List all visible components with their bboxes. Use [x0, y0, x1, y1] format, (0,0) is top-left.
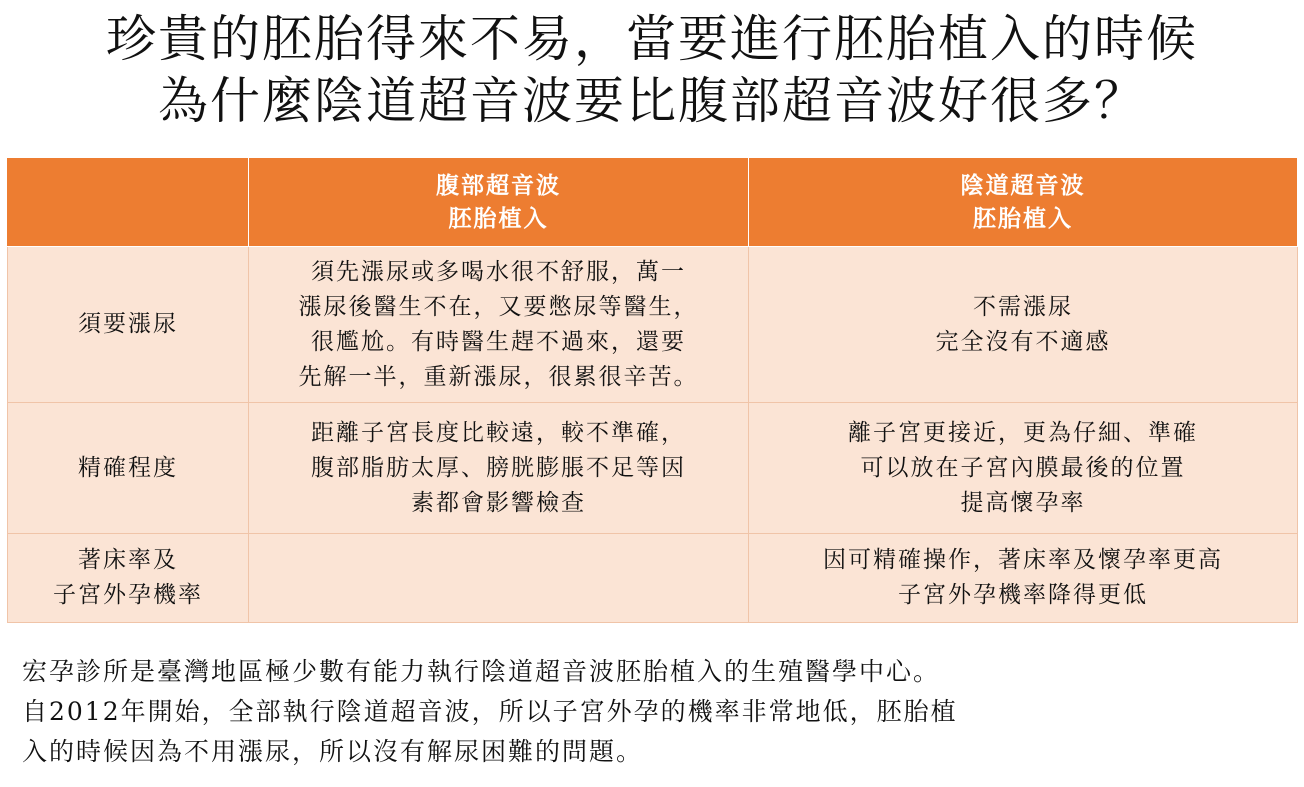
footer-paragraph [22, 652, 1292, 772]
row-label-precision: 精確程度 [8, 403, 249, 534]
footer-line-1: 宏孕診所是臺灣地區極少數有能力執行陰道超音波胚胎植入的生殖醫學中心。 [22, 657, 941, 686]
table-row [8, 534, 1298, 623]
comparison-table [7, 157, 1298, 623]
title-line-2: 為什麼陰道超音波要比腹部超音波好很多？ [158, 72, 1146, 130]
header-abdominal [249, 158, 749, 247]
table-row [8, 403, 1298, 534]
cell-abdominal-implantation [249, 534, 749, 623]
title-line-1: 珍貴的胚胎得來不易，當要進行胚胎植入的時候 [106, 10, 1198, 68]
table-row [8, 247, 1298, 403]
cell-abdominal-precision: 距離子宮長度比較遠，較不準確， 腹部脂肪太厚、膀胱膨脹不足等因 素都會影響檢查 [249, 403, 749, 534]
footer-line-2: 自2012年開始，全部執行陰道超音波，所以子宮外孕的機率非常地低，胚胎植 [22, 697, 958, 726]
row-label-bladder: 須要漲尿 [8, 247, 249, 403]
cell-abdominal-bladder: 須先漲尿或多喝水很不舒服，萬一 漲尿後醫生不在，又要憋尿等醫生， 很尷尬。有時醫生趕不過來，還要 先解一半，重新漲尿，很累很辛苦。 [249, 247, 749, 403]
cell-vaginal-bladder: 不需漲尿 完全沒有不適感 [749, 247, 1298, 403]
header-vaginal [749, 158, 1298, 247]
cell-vaginal-implantation: 因可精確操作，著床率及懷孕率更高 子宮外孕機率降得更低 [749, 534, 1298, 623]
header-abdominal-line1: 腹部超音波 [436, 172, 561, 199]
header-vaginal-line2: 胚胎植入 [973, 205, 1073, 232]
header-abdominal-line2: 胚胎植入 [448, 205, 549, 232]
row-label-implantation: 著床率及 子宮外孕機率 [8, 534, 249, 623]
cell-vaginal-precision: 離子宮更接近，更為仔細、準確 可以放在子宮內膜最後的位置 提高懷孕率 [749, 403, 1298, 534]
page-title [0, 8, 1304, 132]
table-header-row [8, 158, 1298, 247]
header-vaginal-line1: 陰道超音波 [960, 172, 1086, 199]
header-empty-cell [8, 158, 249, 247]
footer-line-3: 入的時候因為不用漲尿，所以沒有解尿困難的問題。 [22, 737, 644, 766]
